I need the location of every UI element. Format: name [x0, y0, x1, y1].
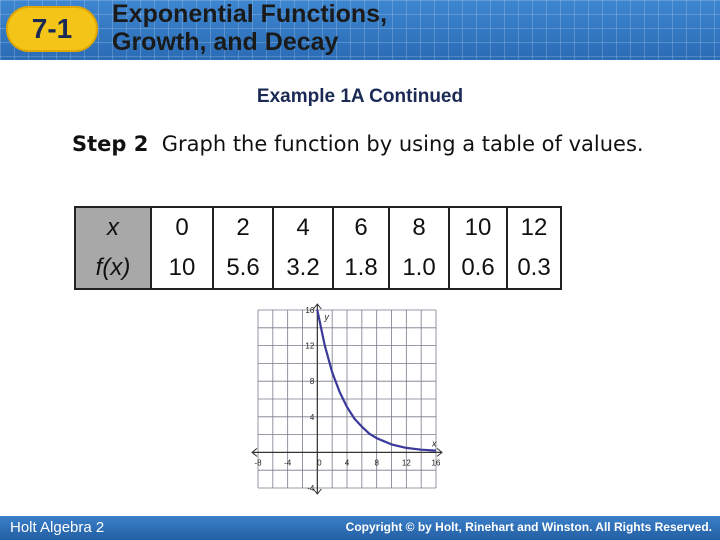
- step-label: Step 2: [72, 132, 149, 156]
- table-header-column: [76, 208, 152, 288]
- x-tick-label: 12: [401, 458, 411, 468]
- lesson-title: [112, 0, 387, 56]
- table-header-fx: f(x): [95, 254, 131, 281]
- table-cell-x: 12: [520, 214, 548, 241]
- table-cell-x: 0: [175, 214, 189, 241]
- example-title: Example 1A Continued: [256, 86, 464, 107]
- y-tick-label: 4: [309, 412, 315, 422]
- step-instruction: [72, 130, 672, 158]
- table-column: [450, 208, 508, 288]
- slide-footer: [0, 516, 720, 540]
- y-tick-label: 8: [309, 377, 315, 387]
- y-tick-label: 12: [305, 341, 315, 351]
- values-table: [74, 206, 562, 290]
- x-axis-label: x: [432, 438, 437, 449]
- y-axis-label: y: [324, 312, 329, 322]
- table-cell-fx: 10: [168, 254, 196, 281]
- y-tick-label: -4: [307, 484, 315, 493]
- table-cell-fx: 1.8: [344, 254, 378, 281]
- lesson-title-line-2: Growth, and Decay: [112, 28, 339, 56]
- y-tick-label: 16: [305, 306, 315, 315]
- table-cell-x: 4: [296, 214, 310, 241]
- table-column: [508, 208, 560, 288]
- table-column: [274, 208, 334, 288]
- x-tick-label: -4: [284, 458, 292, 468]
- table-cell-x: 6: [354, 214, 368, 241]
- lesson-number-badge: 7-1: [6, 6, 98, 52]
- table-column: [214, 208, 274, 288]
- table-column: [390, 208, 450, 288]
- exponential-decay-graph: [240, 296, 460, 508]
- footer-course-label: Holt Algebra 2: [10, 519, 105, 536]
- table-cell-fx: 0.6: [461, 254, 495, 281]
- table-header-x: x: [107, 214, 119, 241]
- step-text: Graph the function by using a table of values.: [161, 132, 644, 156]
- x-tick-label: 0: [317, 458, 322, 468]
- table-column: [152, 208, 214, 288]
- slide-header: [0, 0, 720, 60]
- x-tick-label: 4: [344, 458, 350, 468]
- table-cell-fx: 5.6: [226, 254, 260, 281]
- table-cell-fx: 0.3: [517, 254, 551, 281]
- x-tick-label: -8: [254, 458, 262, 468]
- x-tick-label: 16: [431, 458, 441, 468]
- table-cell-x: 8: [412, 214, 426, 241]
- x-tick-label: 8: [374, 458, 379, 468]
- footer-copyright: Copyright © by Holt, Rinehart and Winston. All Rights Reserved.: [345, 520, 712, 534]
- table-cell-fx: 1.0: [402, 254, 436, 281]
- table-cell-fx: 3.2: [286, 254, 320, 281]
- table-cell-x: 2: [236, 214, 250, 241]
- lesson-title-line-1: Exponential Functions,: [112, 0, 388, 28]
- table-column: [334, 208, 390, 288]
- table-cell-x: 10: [464, 214, 492, 241]
